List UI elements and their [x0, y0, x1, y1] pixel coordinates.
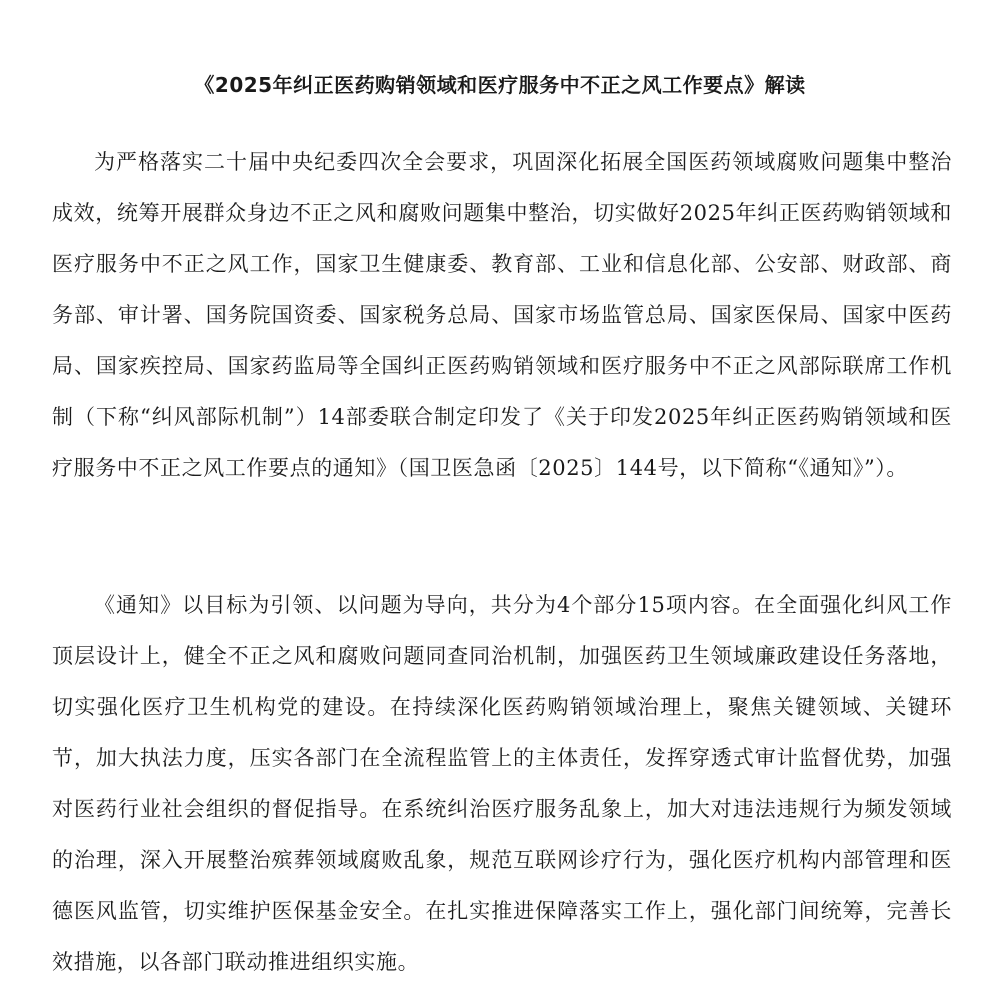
paragraph-notice-summary: 《通知》以目标为引领、以问题为导向，共分为4个部分15项内容。在全面强化纠风工作顶层设计上，健全不正之风和腐败问题同查同治机制，加强医药卫生领域廉政建设任务落地，切实强化医疗卫生机构党的建设。在持续深化医药购销领域治理上，聚焦关键领域、关键环节，加大执法力度，压实各部门在全流程监管上的主体责任，发挥穿透式审计监督优势，加强对医药行业社会组织的督促指导。在系统纠治医疗服务乱象上，加大对违法违规行为频发领域的治理，深入开展整治殡葬领域腐败乱象，规范互联网诊疗行为，强化医疗机构内部管理和医德医风监管，切实维护医保基金安全。在扎实推进保障落实工作上，强化部门间统筹，完善长效措施，以各部门联动推进组织实施。 — [52, 593, 952, 974]
document-title: 《2025年纠正医药购销领域和医疗服务中不正之风工作要点》解读 — [194, 73, 806, 97]
paragraph-intro: 为严格落实二十届中央纪委四次全会要求，巩固深化拓展全国医药领域腐败问题集中整治成效，统筹开展群众身边不正之风和腐败问题集中整治，切实做好2025年纠正医药购销领域和医疗服务中不正之风工作，国家卫生健康委、教育部、工业和信息化部、公安部、财政部、商务部、审计署、国务院国资委、国家税务总局、国家市场监管总局、国家医保局、国家中医药局、国家疾控局、国家药监局等全国纠正医药购销领域和医疗服务中不正之风部际联席工作机制（下称“纠风部际机制”）14部委联合制定印发了《关于印发2025年纠正医药购销领域和医疗服务中不正之风工作要点的通知》（国卫医急函〔2025〕144号，以下简称“《通知》”）。 — [52, 150, 952, 480]
